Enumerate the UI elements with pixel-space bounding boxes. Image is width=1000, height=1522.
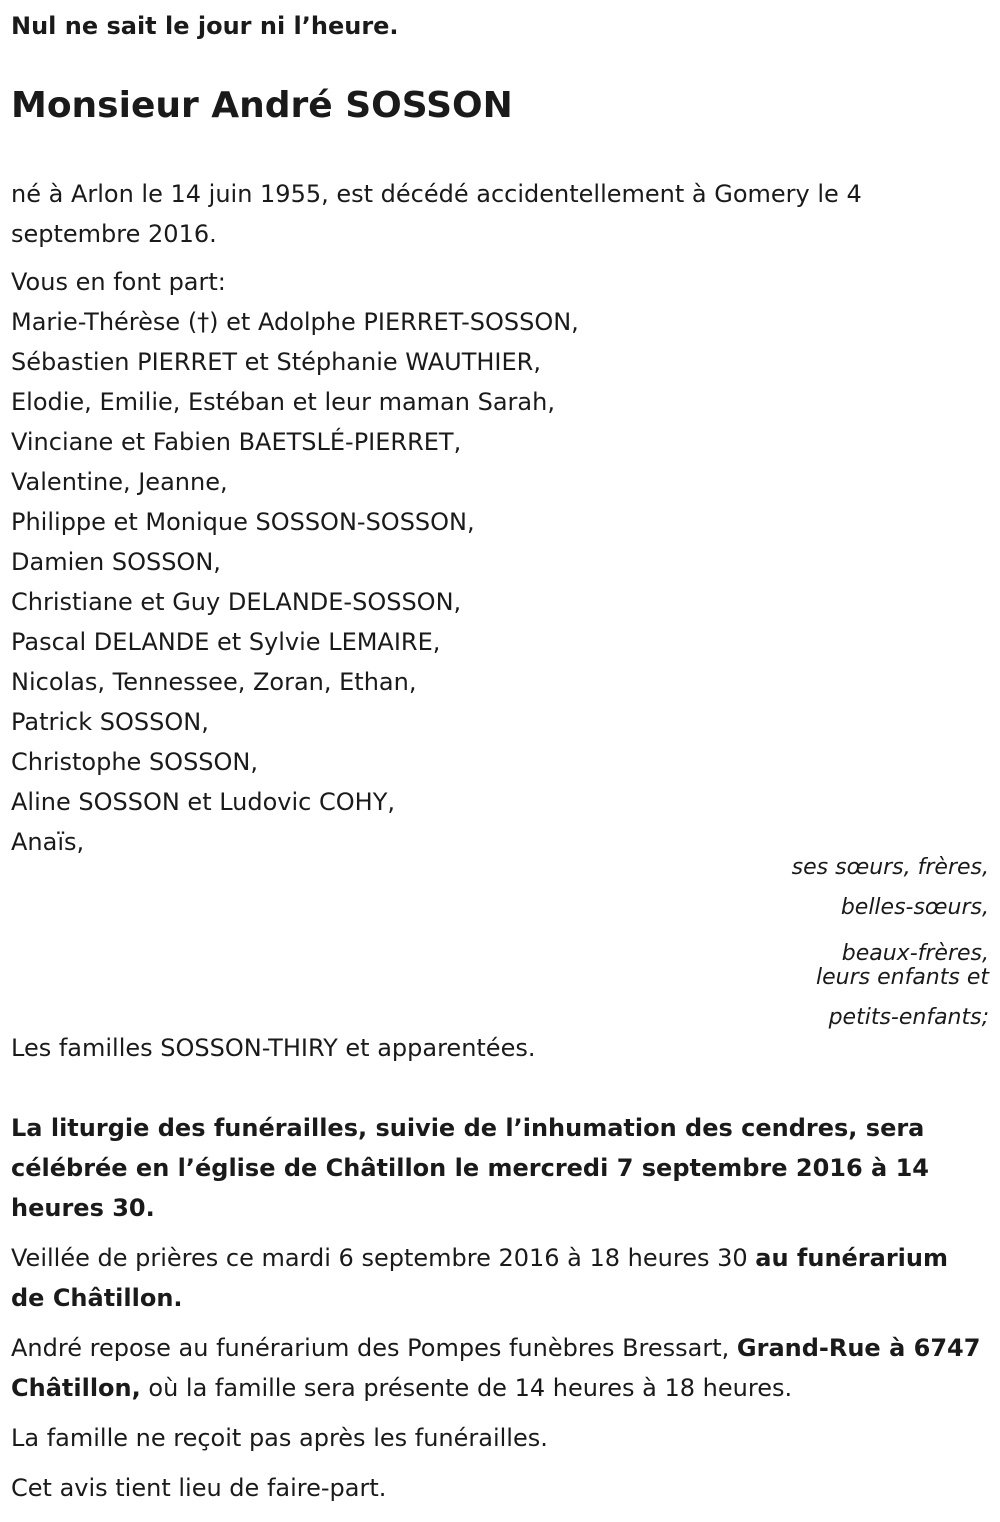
list-item: Marie-Thérèse (†) et Adolphe PIERRET-SOSSON, [11, 308, 579, 336]
vigil-text: Veillée de prières ce mardi 6 septembre 2016 à 18 heures 30 [11, 1244, 756, 1272]
list-item: Aline SOSSON et Ludovic COHY, [11, 788, 395, 816]
list-item: Philippe et Monique SOSSON-SOSSON, [11, 508, 475, 536]
families-line: Les familles SOSSON-THIRY et apparentées. [11, 1034, 536, 1062]
list-item: Pascal DELANDE et Sylvie LEMAIRE, [11, 628, 441, 656]
vigil-place: au funérarium de Châtillon. [11, 1244, 948, 1312]
deceased-name: Monsieur André SOSSON [11, 85, 513, 126]
vigil-statement [11, 1238, 986, 1318]
no-reception-line: La famille ne reçoit pas après les funérailles. [11, 1424, 548, 1452]
relation-line: belles-sœurs, [840, 895, 989, 920]
mourners-list [11, 262, 579, 862]
rest-text: André repose au funérarium des Pompes funèbres Bressart, [11, 1334, 737, 1362]
relation-line: beaux-frères, [841, 941, 989, 966]
birth-death-statement: né à Arlon le 14 juin 1955, est décédé accidentellement à Gomery le 4 septembre 2016. [11, 180, 862, 248]
rest-text-2: où la famille sera présente de 14 heures à 18 heures. [140, 1374, 793, 1402]
relation-line: ses sœurs, frères, [791, 855, 989, 880]
list-item: Elodie, Emilie, Estéban et leur maman Sarah, [11, 388, 555, 416]
notice-line: Cet avis tient lieu de faire-part. [11, 1474, 387, 1502]
relation-line: leurs enfants et [816, 965, 989, 990]
rest-statement [11, 1328, 991, 1408]
list-item: Valentine, Jeanne, [11, 468, 228, 496]
opening-quote: Nul ne sait le jour ni l’heure. [11, 12, 399, 40]
list-item: Nicolas, Tennessee, Zoran, Ethan, [11, 668, 417, 696]
mourners-intro: Vous en font part: [11, 268, 226, 296]
relations-block [589, 848, 989, 1038]
ceremony-statement: La liturgie des funérailles, suivie de l’inhumation des cendres, sera célébrée en l’église de Châtillon le mercredi 7 septembre 2016 à 14 heures 30. [11, 1114, 929, 1222]
rest-address: Grand-Rue à 6747 Châtillon, [11, 1334, 981, 1402]
relation-line: petits-enfants; [828, 1005, 989, 1030]
list-item: Sébastien PIERRET et Stéphanie WAUTHIER, [11, 348, 541, 376]
list-item: Patrick SOSSON, [11, 708, 209, 736]
list-item: Christophe SOSSON, [11, 748, 259, 776]
list-item: Vinciane et Fabien BAETSLÉ-PIERRET, [11, 428, 462, 456]
list-item: Christiane et Guy DELANDE-SOSSON, [11, 588, 462, 616]
list-item: Anaïs, [11, 828, 85, 856]
list-item: Damien SOSSON, [11, 548, 221, 576]
